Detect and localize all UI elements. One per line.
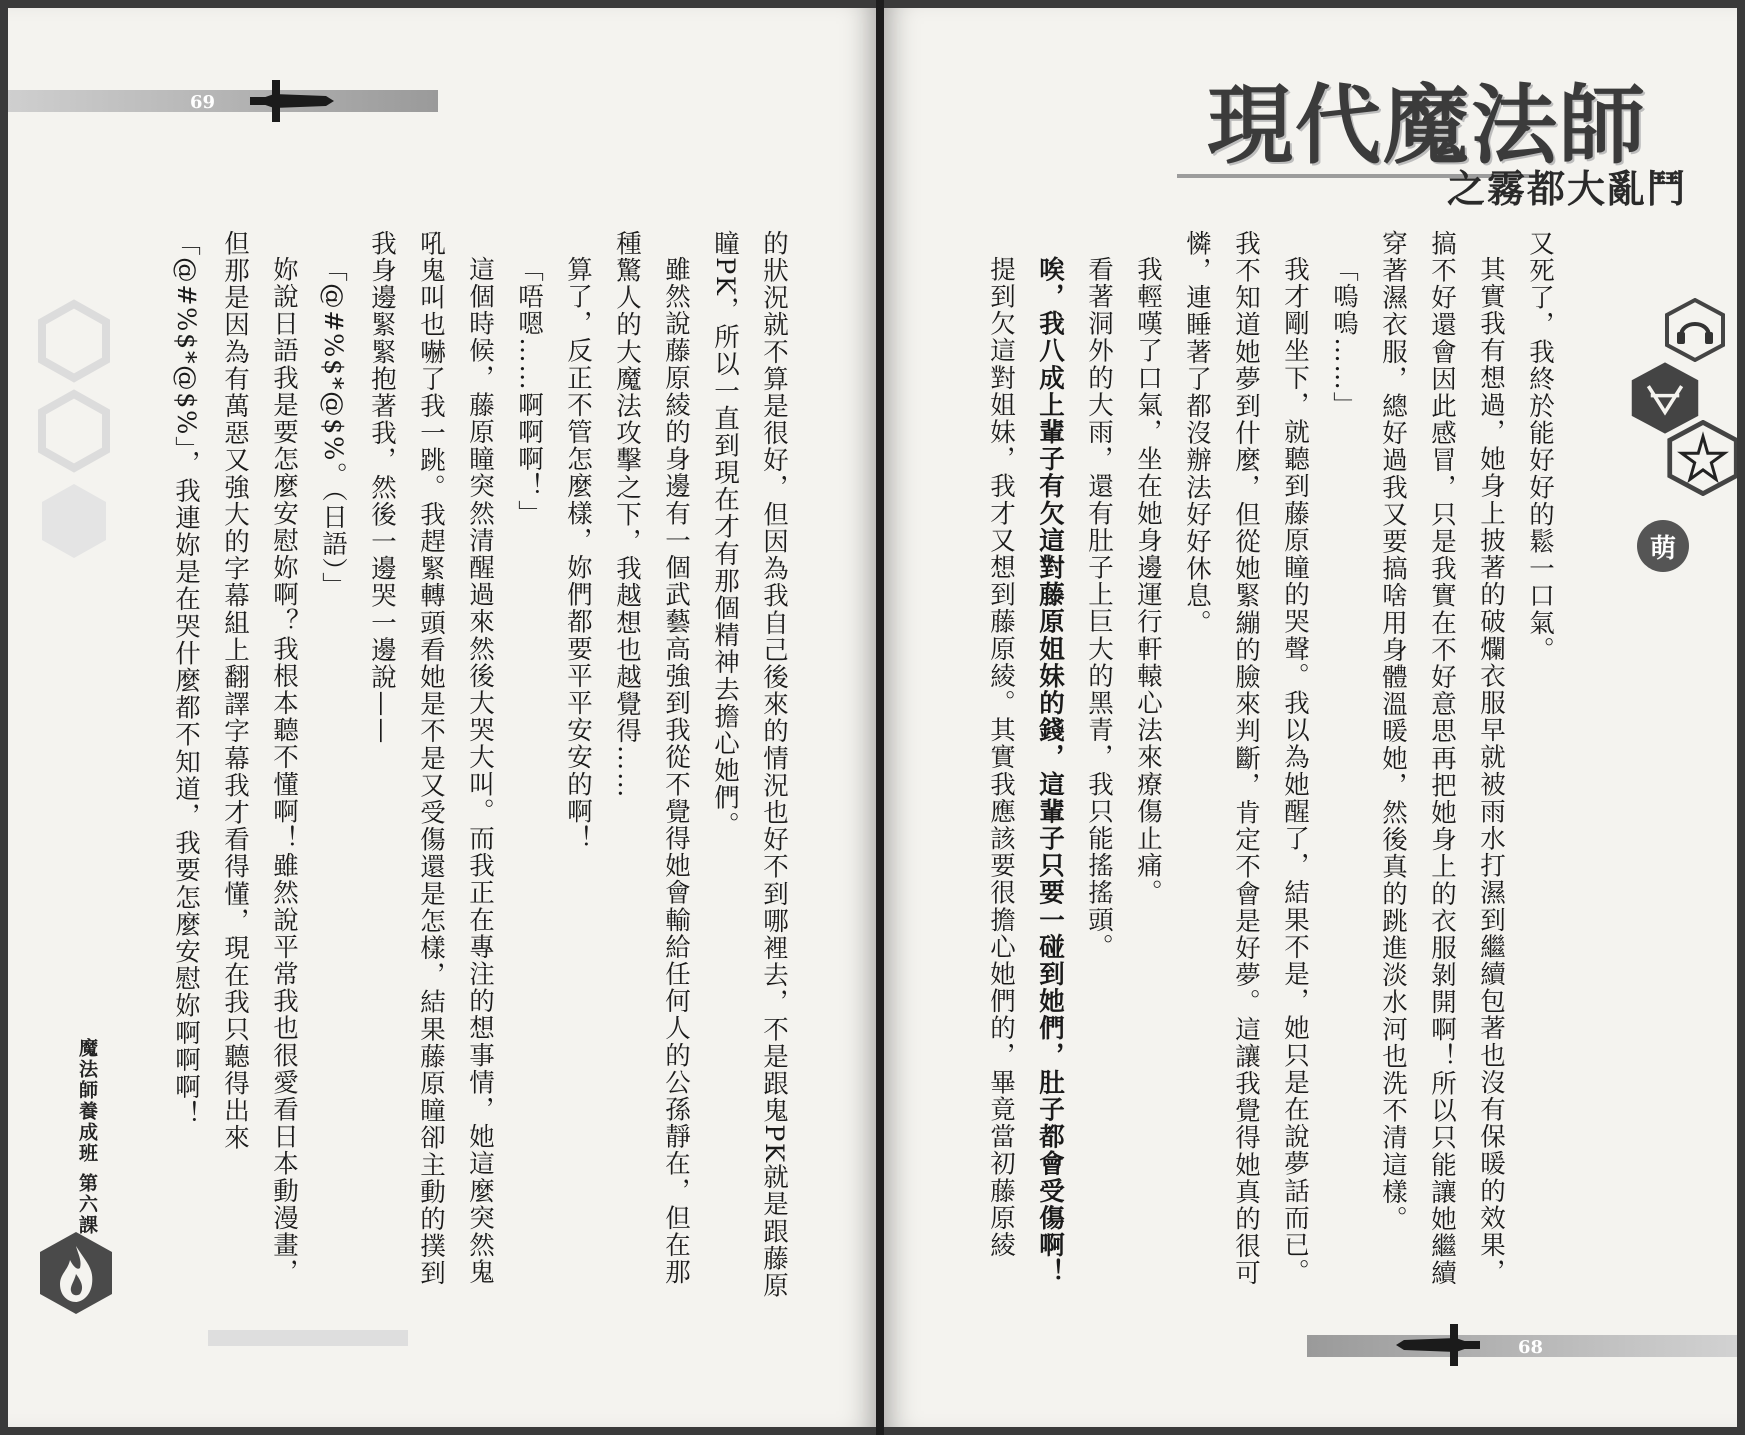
right-page <box>884 8 1737 1427</box>
left-page <box>8 8 876 1427</box>
left-page-text <box>158 230 798 1310</box>
page-number: 69 <box>190 92 216 113</box>
badge-column <box>1623 298 1733 618</box>
paragraph: 「@#%$*@$%。（日語）」 <box>318 255 348 599</box>
paragraph: 算了，反正不管怎麼樣，妳們都要平平安安的啊！ <box>563 255 593 852</box>
book-gutter <box>876 0 884 1435</box>
book-subtitle: 之霧都大亂鬥 <box>1446 167 1687 211</box>
moe-badge: 萌 <box>1637 520 1689 572</box>
paragraph: 的狀況就不算是很好，但因為我自己後來的情況也好不到哪裡去，不是跟鬼PK就是跟藤原瞳PK，所以一直到現在才有那個精神去擔心她們。 <box>710 230 789 1300</box>
paragraph: 我才剛坐下，就聽到藤原瞳的哭聲。我以為她醒了，結果不是，她只是在說夢話而已。我不知道她夢到什麼，但從她緊繃的臉來判斷，肯定不會是好夢。這讓我覺得她真的很可憐，連睡著了都沒辦法好好休息。 <box>1182 230 1310 1287</box>
paragraph: 這個時候，藤原瞳突然清醒過來然後大哭大叫。而我正在專注的想事情，她這麼突然鬼吼鬼叫也嚇了我一跳。我趕緊轉頭看她是不是又受傷還是怎樣，結果藤原瞳卻主動的撲到我身邊緊緊抱著我，然後一邊哭一邊說—— <box>367 230 495 1287</box>
right-page-text <box>964 230 1564 1310</box>
paragraph: 又死了，我終於能好好的鬆一口氣。 <box>1525 230 1555 664</box>
sword-icon <box>246 76 336 126</box>
paragraph: 我輕嘆了口氣，坐在她身邊運行軒轅心法來療傷止痛。 <box>1133 255 1163 906</box>
page-number: 68 <box>1518 1337 1544 1358</box>
header-bar <box>8 90 438 112</box>
paragraph: 雖然說藤原綾的身邊有一個武藝高強到我從不覺得她會輸給任何人的公孫靜在，但在那種驚人的大魔法攻擊之下，我越想也越覺得…… <box>612 230 691 1286</box>
footer-bar <box>208 1330 408 1346</box>
paragraph: 妳說日語我是要怎麼安慰妳啊？我根本聽不懂啊！雖然說平常我也很愛看日本動漫畫，但那是因為有萬惡又強大的字幕組上翻譯字幕我才看得懂，現在我只聽得出來「@#%$*@$%」，我連妳是在哭什麼都不知道，我要怎麼安慰妳啊啊啊！ <box>171 230 299 1286</box>
chapter-caption: 魔法師養成班 第六課 <box>76 1038 98 1236</box>
paragraph: 「唔嗯……啊啊啊！」 <box>514 255 544 527</box>
paragraph: 看著洞外的大雨，還有肚子上巨大的黑青，我只能搖搖頭。 <box>1084 255 1114 961</box>
sword-icon <box>1394 1320 1484 1370</box>
book-title: 現代魔法師 <box>1207 76 1647 176</box>
fire-icon <box>36 1228 116 1318</box>
emphasized-paragraph: 唉，我八成上輩子有欠這對藤原姐妹的錢，這輩子只要一碰到她們，肚子都會受傷啊！ <box>1035 255 1065 1286</box>
hexagon-decoration-icon <box>34 298 114 598</box>
book-title-block <box>1177 56 1697 211</box>
paragraph: 提到欠這對姐妹，我才又想到藤原綾。其實我應該要很擔心她們的，畢竟當初藤原綾 <box>986 255 1016 1259</box>
headphones-icon <box>1663 298 1727 362</box>
star-icon <box>1665 420 1737 496</box>
paragraph: 「嗚嗚……」 <box>1329 255 1359 419</box>
show-through-title <box>38 58 438 188</box>
paragraph: 其實我有想過，她身上披著的破爛衣服早就被雨水打濕到繼續包著也沒有保暖的效果，搞不好還會因此感冒，只是我實在不好意思再把她身上的衣服剝開啊！所以只能讓她繼續穿著濕衣服，總好過我又要搞啥用身體溫暖她，然後真的跳進淡水河也洗不清這樣。 <box>1378 230 1506 1287</box>
